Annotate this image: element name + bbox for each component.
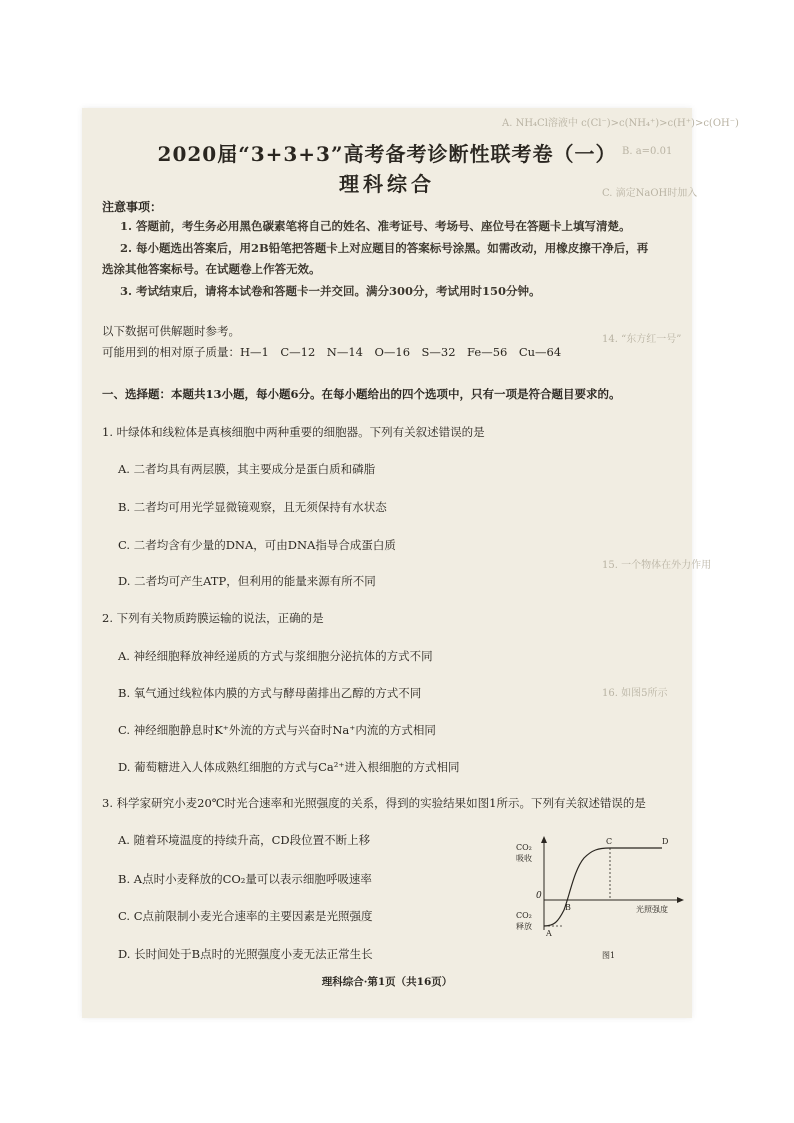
y-axis-arrow-icon [541, 836, 547, 843]
data-info-line-1: 以下数据可供解题时参考。 [102, 324, 240, 338]
exam-paper [82, 108, 739, 1018]
question-3-stem: 3. 科学家研究小麦20℃时光合速率和光照强度的关系，得到的实验结果如图1所示。下列有关叙述错误的是 [102, 796, 646, 810]
bleed-text-3: C. 滴定NaOH时加入 [602, 188, 698, 199]
notice-item-1: 1. 答题前，考生务必用黑色碳素笔将自己的姓名、准考证号、考场号、座位号在答题卡上填写清楚。 [120, 219, 631, 233]
question-2-option-b: B. 氧气通过线粒体内膜的方式与酵母菌排出乙醇的方式不同 [118, 686, 422, 700]
question-3-option-a: A. 随着环境温度的持续升高，CD段位置不断上移 [118, 833, 371, 847]
x-axis-label: 光照强度 [636, 905, 668, 914]
question-1-stem: 1. 叶绿体和线粒体是真核细胞中两种重要的细胞器。下列有关叙述错误的是 [102, 425, 485, 439]
bleed-text-1: A. NH₄Cl溶液中 c(Cl⁻)>c(NH₄⁺)>c(H⁺)>c(OH⁻) [502, 118, 739, 129]
notice-item-2-cont: 选涂其他答案标号。在试题卷上作答无效。 [102, 262, 321, 276]
notice-heading: 注意事项： [102, 200, 163, 214]
question-1-option-d: D. 二者均可产生ATP，但利用的能量来源有所不同 [118, 574, 376, 588]
figure-1-photosynthesis-graph [512, 830, 687, 970]
y-top-label-1: CO₂ [516, 843, 532, 852]
photosynthesis-curve [544, 848, 662, 926]
exam-title: 2020届“3+3+3”高考备考诊断性联考卷（一） [157, 142, 617, 166]
question-1-option-a: A. 二者均具有两层膜，其主要成分是蛋白质和磷脂 [118, 462, 376, 476]
question-2-option-d: D. 葡萄糖进入人体成熟红细胞的方式与Ca²⁺进入根细胞的方式相同 [118, 760, 460, 774]
bleed-text-6: 16. 如图5所示 [602, 688, 668, 699]
notice-item-3: 3. 考试结束后，请将本试卷和答题卡一并交回。满分300分，考试用时150分钟。 [120, 284, 541, 298]
y-top-label-2: 吸收 [516, 854, 532, 863]
point-c-label: C [606, 837, 613, 846]
question-2-option-c: C. 神经细胞静息时K⁺外流的方式与兴奋时Na⁺内流的方式相同 [118, 723, 436, 737]
question-2-stem: 2. 下列有关物质跨膜运输的说法，正确的是 [102, 611, 324, 625]
figure-caption: 图1 [602, 951, 616, 960]
question-3-option-b: B. A点时小麦释放的CO₂量可以表示细胞呼吸速率 [118, 872, 372, 886]
question-3-option-d: D. 长时间处于B点时的光照强度小麦无法正常生长 [118, 947, 373, 961]
origin-label: 0 [536, 891, 542, 901]
question-1-option-c: C. 二者均含有少量的DNA，可由DNA指导合成蛋白质 [118, 538, 396, 552]
point-d-label: D [662, 837, 669, 846]
bleed-text-2: B. a=0.01 [622, 146, 673, 157]
exam-subtitle: 理科综合 [339, 172, 435, 196]
question-3-option-c: C. C点前限制小麦光合速率的主要因素是光照强度 [118, 909, 373, 923]
x-axis-arrow-icon [677, 897, 684, 903]
y-bottom-label-1: CO₂ [516, 911, 532, 920]
question-1-option-b: B. 二者均可用光学显微镜观察，且无须保持有水状态 [118, 500, 387, 514]
data-info-line-2: 可能用到的相对原子质量：H—1 C—12 N—14 O—16 S—32 Fe—56 Cu—64 [102, 345, 562, 359]
page-footer: 理科综合·第1页（共16页） [321, 976, 453, 988]
bleed-text-4: 14. “东方红一号” [602, 334, 682, 345]
bleed-text-5: 15. 一个物体在外力作用 [602, 560, 712, 571]
question-2-option-a: A. 神经细胞释放神经递质的方式与浆细胞分泌抗体的方式不同 [118, 649, 433, 663]
section-heading: 一、选择题：本题共13小题，每小题6分。在每小题给出的四个选项中，只有一项是符合题目要求的。 [102, 387, 621, 401]
y-bottom-label-2: 释放 [516, 922, 532, 931]
notice-item-2: 2. 每小题选出答案后，用2B铅笔把答题卡上对应题目的答案标号涂黑。如需改动，用橡皮擦干净后，再 [120, 241, 649, 255]
point-a-label: A [546, 929, 552, 938]
point-b-label: B [565, 903, 571, 912]
